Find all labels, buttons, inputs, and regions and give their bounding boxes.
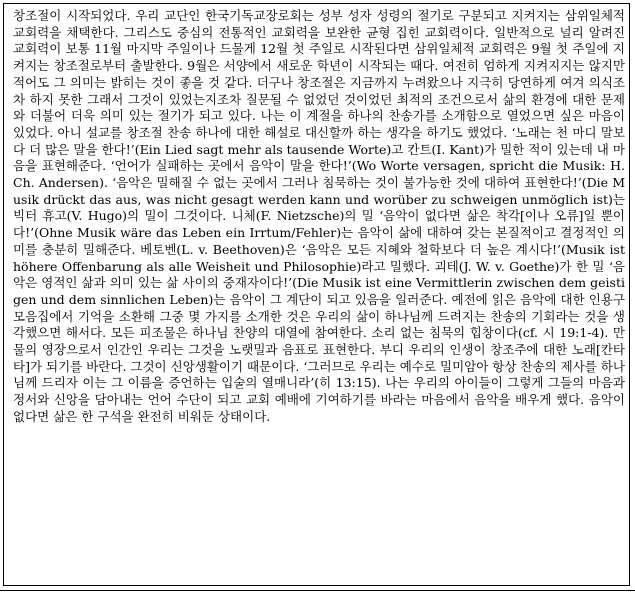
text-box — [3, 3, 630, 586]
body-paragraph: 창조절이 시작되었다. 우리 교단인 한국기독교장로회는 성부 성자 성령의 절기로 구분되고 지켜지는 삼위일체적 교회력을 채택한다. 그리스도 중심의 전통적인 교회력을 보완한 균형 집힌 교회력이다. 일반적으로 널리 알려진 교회력이 보통 11월 마지막 주일이나 드물게 12월 첫 주일로 시작된다면 삼위일체적 교회력은 9월 첫 주일에 지켜지는 창조절로부터 출발한다. 9월은 서양에서 새로운 학년이 시작되는 때다. 여전히 엄하게 지켜지지는 않지만 적어도 그 의미는 밝히는 것이 좋을 것 같다. 더구나 창조절은 지금까지 누려왔으나 지극히 당연하게 여겨 의식조차 하지 못한 그래서 그것이 있었는지조차 질문될 수 없었던 것이었던 최적의 조건으로서 삶의 환경에 대한 문제와 더불어 더욱 의미 있는 절기가 되고 있다. 나는 이 계절을 하나의 찬송가를 소개함으로 열었으면 싶은 마음이 있었다. 아니 설교를 창조절 찬송 하나에 대한 해설로 대신할까 하는 생각을 하기도 했었다. ‘노래는 천 마디 말보다 더 많은 말을 한다!’(Ein Lied sagt mehr als tausende Worte)고 칸트(I. Kant)가 밀한 적이 있는데 내 마음을 표현해준다. ‘언어가 실패하는 곳에서 음악이 말을 한다!’(Wo Worte versagen, spricht die Musik: H. Ch. Andersen). ‘음악은 밀해질 수 없는 곳에서 그러나 침묵하는 것이 불가능한 것에 대하여 표현한다!’(Die Musik drückt das aus, was nicht gesagt werden kann und worüber zu schweigen unmöglich ist)는 빅터 휴고(V. Hugo)의 밀이 그것이다. 니체(F. Nietzsche)의 밀 ‘음악이 없다면 삶은 착각[이나 오류]일 뿐이다!’(Ohne Musik wäre das Leben ein Irrtum/Fehler)는 음악이 삶에 대하여 갖는 본질적이고 결정적인 의미를 충분히 밀해준다. 베토벤(L. v. Beethoven)은 ‘음악은 모든 지혜와 철학보다 더 높은 계시다!’(Musik ist höhere Offenbarung als alle Weisheit und Philosophie)라고 밀했다. 괴테(J. W. v. Goethe)가 한 밀 ‘음악은 영적인 삶과 의미 있는 삶 사이의 중재자이다!’(Die Musik ist eine Vermittlerin zwischen dem geistigen und dem sinnlichen Leben)는 음악이 그 계단이 되고 있음을 일러준다. 예전에 읽은 음악에 대한 인용구 모음집에서 기억을 소환해 그중 몇 가지를 소개한 것은 우리의 삶이 하나님께 드려지는 찬송의 기회라는 것을 생각했으면 해서다. 모든 피조물은 하나님 찬양의 대열에 참여한다. 소리 없는 침묵의 힙창이다(cf. 시 19:1-4). 만물의 영장으로서 인간인 우리는 그것을 노랫밀과 음표로 표현한다. 부디 우리의 인생이 창조주에 대한 노래[칸타타]가 되기를 바란다. 그것이 신앙생활이기 때문이다. ‘그러므로 우리는 예수로 밀미암아 항상 찬송의 제사를 하나님께 드리자 이는 그 이름을 증언하는 입술의 열매니라’(히 13:15). 나는 우리의 아이들이 그렇게 그들의 마음과 정서와 신앙을 담아내는 언어 수단이 되고 교회 예배에 기여하기를 바라는 마음에서 음악을 배우게 했다. 음악이 없다면 삶은 한 구석을 완전히 비워둔 상태이다. — [13, 8, 625, 424]
bottom-rule — [0, 590, 635, 591]
